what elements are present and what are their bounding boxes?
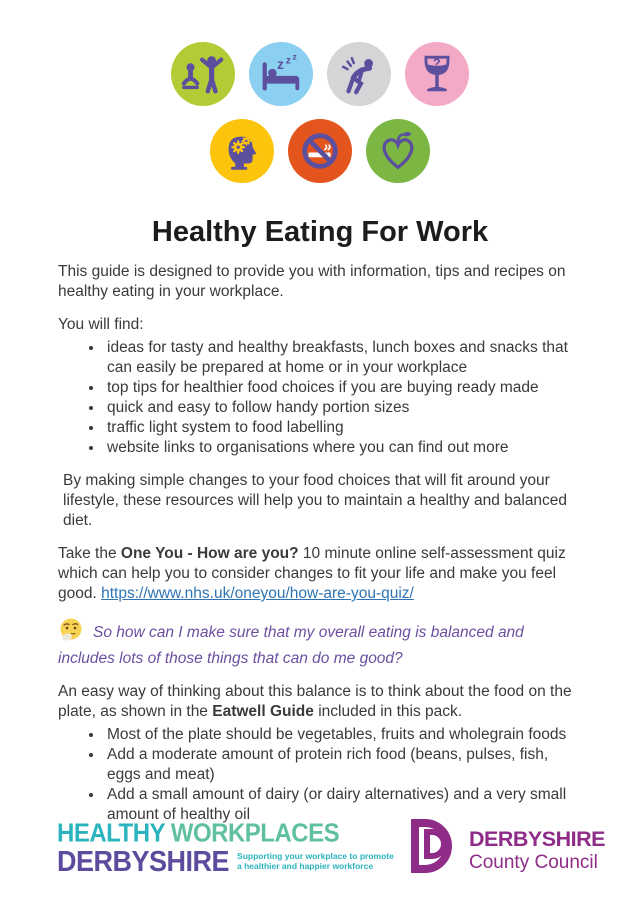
quiz-link[interactable]: https://www.nhs.uk/oneyou/how-are-you-quiz/ [101, 585, 414, 602]
sleep-icon [249, 42, 313, 106]
svg-text:?: ? [432, 55, 441, 71]
question-text: So how can I make sure that my overall eating is balanced and includes lots of those things that can do me good? [58, 624, 524, 667]
quiz-text-pre: Take the [58, 545, 121, 562]
hw-logo-derbyshire: DERBYSHIRE [57, 845, 230, 878]
list-item: • website links to organisations where you can find out more [104, 438, 582, 458]
hw-tagline-line1: Supporting your workplace to promote [237, 851, 394, 861]
wellbeing-icons-row-1 [0, 0, 640, 106]
quiz-paragraph [58, 544, 582, 604]
hw-logo-line1 [57, 818, 394, 848]
body-text [58, 262, 582, 825]
no-smoking-icon [288, 119, 352, 183]
healthy-workplaces-derbyshire-logo [57, 818, 394, 878]
quiz-text-post: 10 minute online self-assessment quiz which can help you to consider changes to fit your life and make you feel good. [58, 545, 566, 602]
hw-logo-healthy: HEALTHY [57, 818, 165, 848]
you-will-find-heading: You will find: [58, 316, 144, 333]
eatwell-guide-bold: Eatwell Guide [212, 703, 314, 720]
svg-text:z: z [285, 54, 292, 67]
alcohol-icon [405, 42, 469, 106]
balance-paragraph [58, 682, 582, 722]
svg-text:z: z [292, 51, 297, 62]
hw-logo-tagline [237, 851, 394, 871]
physical-activity-icon [171, 42, 235, 106]
mental-wellbeing-icon [210, 119, 274, 183]
svg-text:z: z [277, 57, 284, 73]
list-item: • Most of the plate should be vegetables, fruits and wholegrain foods [104, 725, 582, 745]
dcc-logo-sub: County Council [469, 851, 598, 873]
list-item: • traffic light system to food labelling [104, 418, 582, 438]
derbyshire-county-council-logo [405, 818, 605, 879]
footer [0, 818, 640, 905]
hw-tagline-line2: a healthier and happier workforce [237, 861, 374, 871]
dcc-logo-name: DERBYSHIRE [469, 827, 605, 852]
plate-list [58, 725, 582, 825]
find-list [58, 338, 582, 458]
hw-logo-line2 [57, 845, 394, 878]
thinking-face-emoji-icon [58, 617, 84, 649]
page-title: Healthy Eating For Work [151, 216, 489, 248]
intro-paragraph: This guide is designed to provide you with information, tips and recipes on healthy eating in your workplace. [58, 263, 566, 300]
hw-logo-workplaces: WORKPLACES [170, 818, 340, 848]
question-paragraph [58, 617, 582, 669]
list-item: • quick and easy to follow handy portion sizes [104, 398, 582, 418]
making-changes-paragraph: By making simple changes to your food choices that will fit around your lifestyle, these resources will help you to maintain a healthy and balanced diet. [63, 472, 568, 529]
dcc-double-d-icon [405, 818, 463, 879]
healthy-eating-heart-icon [366, 119, 430, 183]
balance-text-pre: An easy way of thinking about this balance is to think about the food on the plate, as shown in the [58, 683, 572, 720]
list-item: • Add a small amount of dairy (or dairy alternatives) and a very small amount of healthy oil [104, 785, 582, 825]
back-pain-icon [327, 42, 391, 106]
balance-text-post: included in this pack. [313, 703, 463, 720]
list-item: • Add a moderate amount of protein rich food (beans, pulses, fish, eggs and meat) [104, 745, 582, 785]
list-item: • ideas for tasty and healthy breakfasts, lunch boxes and snacks that can easily be prepared at home or in your workplace [104, 338, 582, 378]
wellbeing-icons-row-2 [0, 119, 640, 183]
list-item: • top tips for healthier food choices if you are buying ready made [104, 378, 582, 398]
quiz-title-bold: One You - How are you? [120, 545, 299, 562]
dcc-logo-text [469, 829, 605, 872]
